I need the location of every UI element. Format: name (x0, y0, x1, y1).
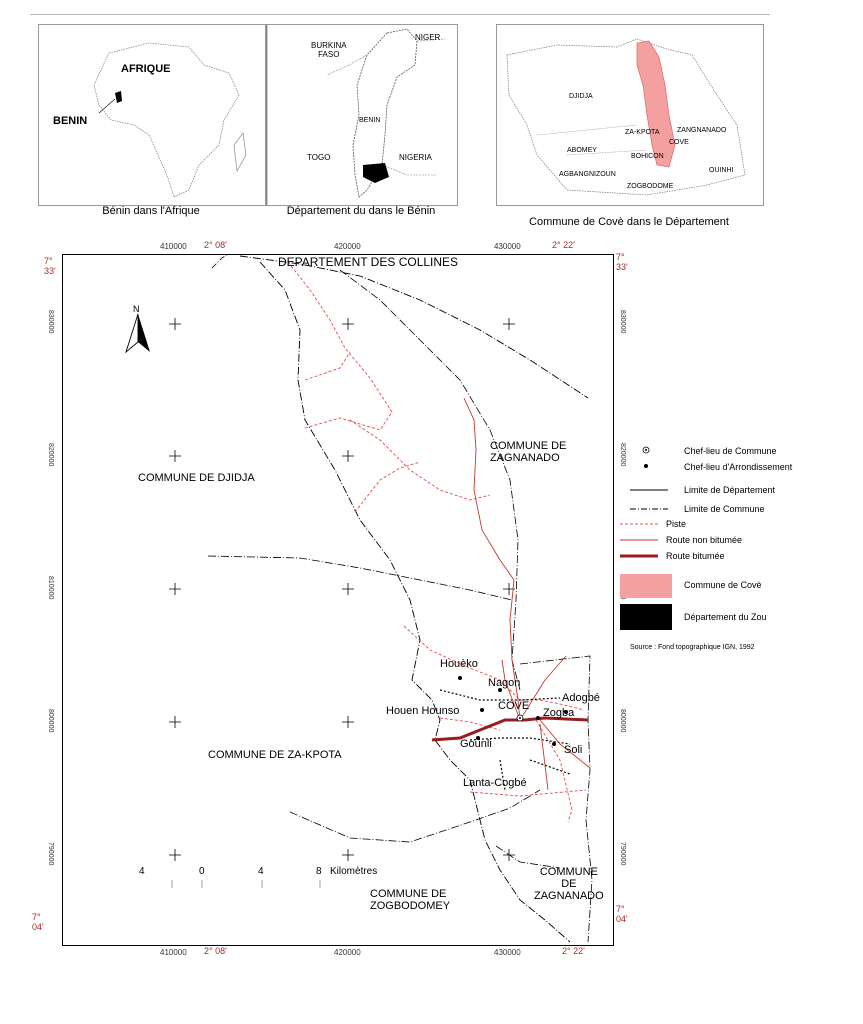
y-tick-790000-right: 790000 (619, 842, 626, 866)
scale-label-8: 8 (316, 866, 322, 877)
legend-chef-lieu-commune: Chef-lieu de Commune (684, 446, 777, 456)
legend-limite-commune: Limite de Commune (684, 504, 765, 514)
label-nigeria: NIGERIA (399, 153, 432, 162)
bottom-x-222: 2° 22' (562, 946, 585, 956)
y-tick-810000-left: 810000 (47, 576, 54, 600)
benin-label: BENIN (53, 115, 88, 127)
top-x-410000: 410000 (160, 242, 187, 251)
label-zogbodome: ZOGBODOME (627, 183, 674, 190)
y-tick-830000-right: 830000 (619, 310, 626, 334)
region-collines: DEPARTEMENT DES COLLINES (278, 255, 459, 269)
label-ouinhi: OUINHI (709, 167, 734, 174)
bottom-x-410000: 410000 (160, 948, 187, 957)
legend-route-non-bitumee: Route non bitumée (666, 535, 743, 545)
region-zakpota: COMMUNE DE ZA-KPOTA (208, 749, 342, 761)
africa-label: AFRIQUE (121, 63, 171, 75)
legend-departement-zou: Département du Zou (684, 612, 767, 622)
scale-unit: Kilomètres (330, 866, 378, 877)
place-houen-hounso: Houen Hounso (386, 705, 460, 717)
top-x-430000: 430000 (494, 242, 521, 251)
bottom-x-420000: 420000 (334, 948, 361, 957)
top-x-420000: 420000 (334, 242, 361, 251)
legend-swatch-zou (620, 604, 672, 630)
label-burkina: BURKINA FASO (311, 41, 347, 59)
y-tick-820000-right: 820000 (619, 443, 626, 467)
scale-label-0: 0 (199, 866, 205, 877)
place-lanta-cogbe: Lanta-Cogbé (463, 777, 527, 789)
place-zogba: Zogba (543, 707, 575, 719)
scale-label-4a: 4 (139, 866, 145, 877)
y-tick-790000-left: 790000 (47, 842, 54, 866)
label-bohicon: BOHICON (631, 153, 664, 160)
legend-chef-lieu-arrondissement: Chef-lieu d'Arrondissement (684, 462, 793, 472)
y-tick-820000-left: 820000 (47, 443, 54, 467)
place-houeko: Houèko (440, 658, 478, 670)
north-label: N (133, 304, 140, 314)
benin-caption: Département du dans le Bénin (286, 205, 436, 217)
place-gounli: Gounli (460, 738, 492, 750)
place-nagon: Nagon (488, 677, 521, 689)
africa-caption: Bénin dans l'Afrique (102, 205, 200, 217)
label-agbangnizoun: AGBANGNIZOUN (559, 171, 616, 178)
right-lat-bottom: 7° 04' (616, 904, 628, 924)
label-djidja: DJIDJA (569, 93, 593, 100)
region-djidja: COMMUNE DE DJIDJA (138, 472, 255, 484)
scale-label-4b: 4 (258, 866, 264, 877)
right-lat-top: 7° 33' (616, 252, 628, 272)
label-zakpota: ZA-KPOTA (625, 129, 660, 136)
place-soli: Soli (564, 744, 583, 756)
label-benin: BENIN (359, 117, 381, 124)
legend-piste: Piste (666, 519, 687, 529)
legend-limite-departement: Limite de Département (684, 485, 776, 495)
y-tick-800000-left: 800000 (47, 709, 54, 733)
label-abomey: ABOMEY (567, 147, 597, 154)
region-zogbodomey: COMMUNE DE ZOGBODOMEY (370, 888, 451, 912)
left-lat-top: 7° 33' (44, 256, 56, 276)
region-zagnanado-north: COMMUNE DE ZAGNANADO (490, 440, 567, 464)
legend-route-bitumee: Route bitumée (666, 551, 725, 561)
zou-caption: Commune de Covè dans le Département (529, 216, 729, 228)
top-x-222: 2° 22' (552, 240, 575, 250)
y-tick-830000-left: 830000 (47, 310, 54, 334)
bottom-x-208: 2° 08' (204, 946, 227, 956)
top-x-208: 2° 08' (204, 240, 227, 250)
place-adogbe: Adogbé (562, 692, 600, 704)
label-togo: TOGO (307, 153, 331, 162)
legend-source: Source : Fond topographique IGN, 1992 (630, 644, 755, 651)
legend-commune-cove: Commune de Covè (684, 580, 762, 590)
bottom-x-430000: 430000 (494, 948, 521, 957)
place-cove: COVE (498, 700, 530, 712)
label-cove: COVE (669, 139, 689, 146)
legend-swatch-cove (620, 574, 672, 598)
y-tick-800000-right: 800000 (619, 709, 626, 733)
left-lat-bottom: 7° 04' (32, 912, 44, 932)
region-zagnanado-south: COMMUNE DE ZAGNANADO (534, 866, 604, 902)
label-niger: NIGER (415, 33, 441, 42)
label-zagnanado: ZANGNANADO (677, 127, 727, 134)
